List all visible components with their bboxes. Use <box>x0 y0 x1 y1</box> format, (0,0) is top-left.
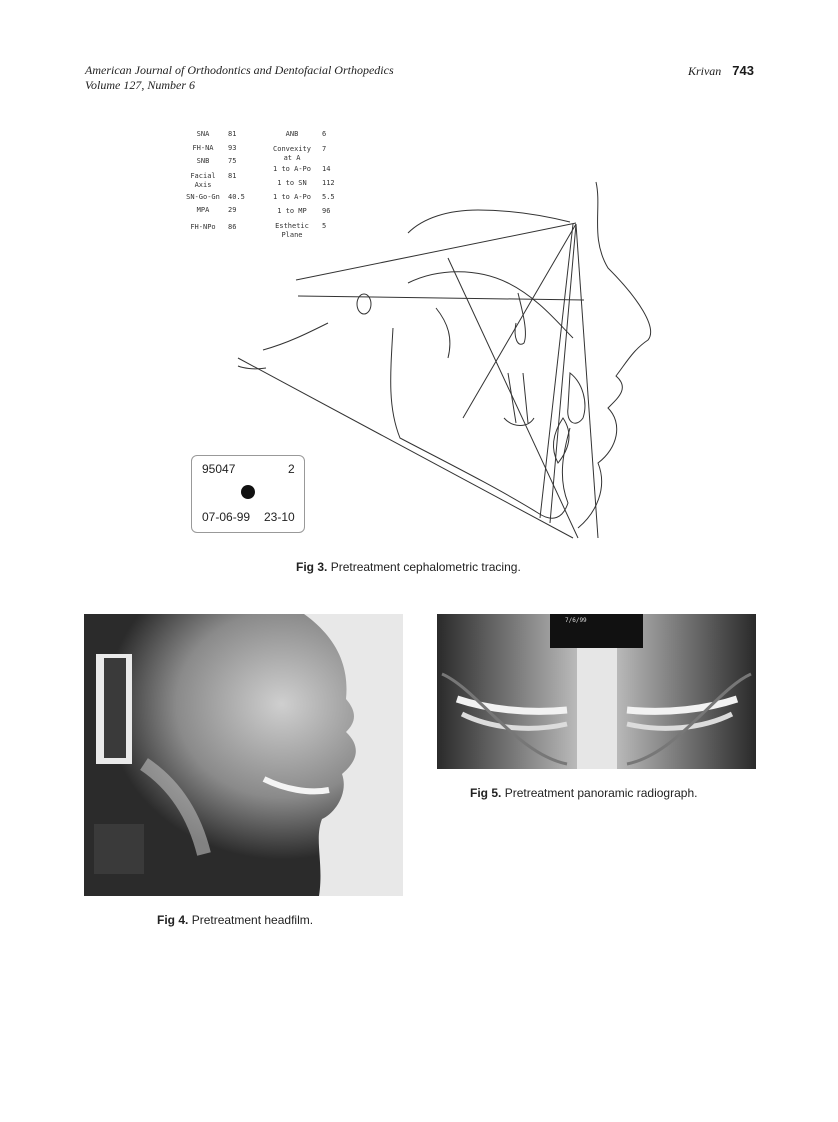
stamp-code: 23-10 <box>264 510 295 524</box>
measurement-label: Facial Axis <box>190 172 216 189</box>
stamp-date: 07-06-99 <box>202 510 251 524</box>
orbit-outline <box>515 293 525 344</box>
film-label: 7/6/99 <box>565 617 587 624</box>
measurement-value: 81 <box>228 172 237 180</box>
film-label-box <box>550 614 643 648</box>
measurement-label: SNB <box>196 157 210 165</box>
page-number: 743 <box>732 63 754 78</box>
measurement-value: 7 <box>322 145 327 153</box>
molar-teeth <box>504 373 534 426</box>
measurement-label: FH-NA <box>192 144 214 152</box>
measurement-label: FH-NPo <box>190 223 216 231</box>
measurement-value: 93 <box>228 144 237 152</box>
na-line <box>463 224 576 418</box>
measurement-value: 5.5 <box>322 193 335 201</box>
panoramic-radiograph <box>437 614 756 769</box>
stamp-number: 2 <box>288 462 295 476</box>
measurement-label: MPA <box>196 206 210 214</box>
measurement-value: 5 <box>322 222 327 230</box>
occiput-outline <box>263 323 328 350</box>
measurement-label: Esthetic Plane <box>275 222 309 239</box>
author-name: Krivan <box>687 64 722 78</box>
fh-line <box>298 296 584 300</box>
headfilm-image <box>84 614 403 896</box>
figure-5-caption <box>470 786 697 800</box>
figure-5-label: Fig 5. <box>470 786 502 800</box>
measurement-value: 75 <box>228 157 237 165</box>
headfilm-radiograph <box>84 614 403 896</box>
measurement-label: 1 to MP <box>277 207 307 215</box>
panoramic-image <box>437 614 756 769</box>
measurement-value: 81 <box>228 130 237 138</box>
running-head <box>688 63 754 79</box>
journal-title <box>85 63 394 93</box>
measurement-label: 1 to A-Po <box>273 165 311 173</box>
figure-4-caption <box>157 913 313 927</box>
occiput-tip <box>238 366 266 369</box>
upper-incisor <box>568 373 585 423</box>
figure-3-text: Pretreatment cephalometric tracing. <box>330 560 521 574</box>
stamp-id: 95047 <box>202 462 236 476</box>
stamp-dot <box>241 485 255 499</box>
journal-volume: Volume 127, Number 6 <box>85 78 195 92</box>
measurement-value: 6 <box>322 130 327 138</box>
figure-5-text: Pretreatment panoramic radiograph. <box>504 786 698 800</box>
figure-3-label: Fig 3. <box>296 560 328 574</box>
measurement-label: SNA <box>196 130 210 138</box>
measurement-value: 96 <box>322 207 331 215</box>
measurement-value: 112 <box>322 179 335 187</box>
vertical-line <box>576 224 598 538</box>
measurement-label: ANB <box>285 130 299 138</box>
measurement-value: 40.5 <box>228 193 245 201</box>
measurement-value: 14 <box>322 165 331 173</box>
sn-line <box>296 223 576 280</box>
measurement-label: 1 to SN <box>277 179 307 187</box>
figure-4-text: Pretreatment headfilm. <box>191 913 314 927</box>
journal-name: American Journal of Orthodontics and Dentofacial Orthopedics <box>85 63 394 77</box>
measurement-value: 86 <box>228 223 237 231</box>
maxilla-outline <box>408 272 573 338</box>
facial-plane-line <box>540 224 573 518</box>
measurement-label: SN-Go-Gn <box>186 193 220 201</box>
film-stamp <box>191 455 305 533</box>
figure-3-caption <box>296 560 521 574</box>
measurement-label: Convexity at A <box>273 145 311 162</box>
figure-4-label: Fig 4. <box>157 913 189 927</box>
pterygoid-outline <box>436 308 450 358</box>
measurement-label: 1 to A-Po <box>273 193 311 201</box>
soft-tissue-profile <box>578 182 651 528</box>
measurement-value: 29 <box>228 206 237 214</box>
